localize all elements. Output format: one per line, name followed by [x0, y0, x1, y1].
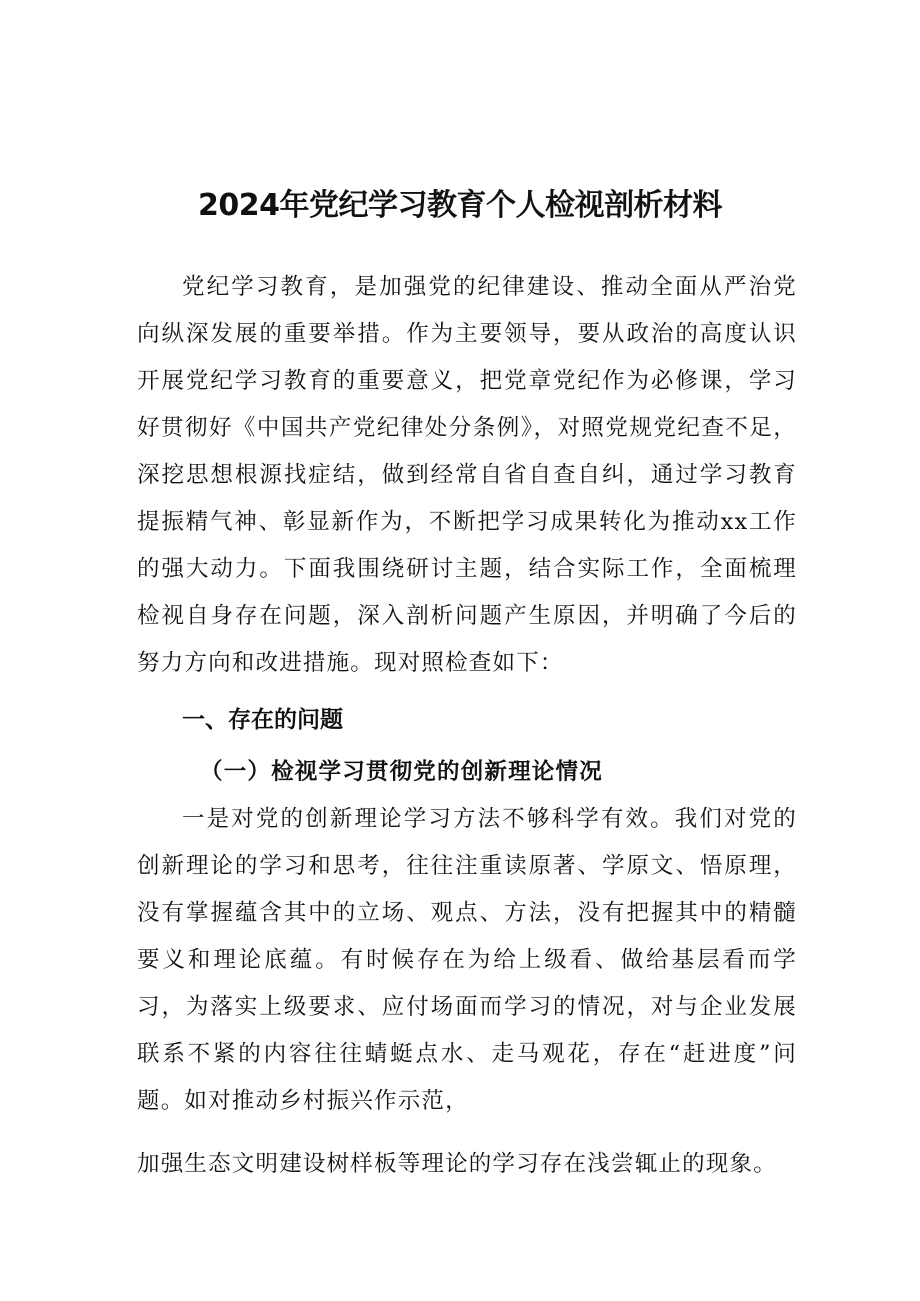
section-heading: 一、存在的问题: [182, 707, 343, 733]
body-paragraph-continued: 加强生态文明建设树样板等理论的学习存在浅尝辄止的现象。: [137, 1151, 777, 1177]
document-title: 2024年党纪学习教育个人检视剖析材料: [198, 188, 722, 224]
intro-paragraph: 党纪学习教育，是加强党的纪律建设、推动全面从严治党向纵深发展的重要举措。作为主要领导，要从政治的高度认识开展党纪学习教育的重要意义，把党章党纪作为必修课，学习好贯彻好《中国共产党纪律处分条例》，对照党规党纪查不足，深挖思想根源找症结，做到经常自省自查自纠，通过学习教育提振精气神、彰显新作为，不断把学习成果转化为推动xx工作的强大动力。下面我围绕研讨主题，结合实际工作，全面梳理检视自身存在问题，深入剖析问题产生原因，并明确了今后的努力方向和改进措施。现对照检查如下：: [137, 274, 797, 676]
subsection-heading: （一）检视学习贯彻党的创新理论情况: [200, 759, 603, 785]
body-paragraph: 一是对党的创新理论学习方法不够科学有效。我们对党的创新理论的学习和思考，往往注重读原著、学原文、悟原理，没有掌握蕴含其中的立场、观点、方法，没有把握其中的精髓要义和理论底蕴。有时候存在为给上级看、做给基层看而学习，为落实上级要求、应付场面而学习的情况，对与企业发展联系不紧的内容往往蜻蜓点水、走马观花，存在“赶进度”问题。如对推动乡村振兴作示范，: [137, 806, 797, 1114]
